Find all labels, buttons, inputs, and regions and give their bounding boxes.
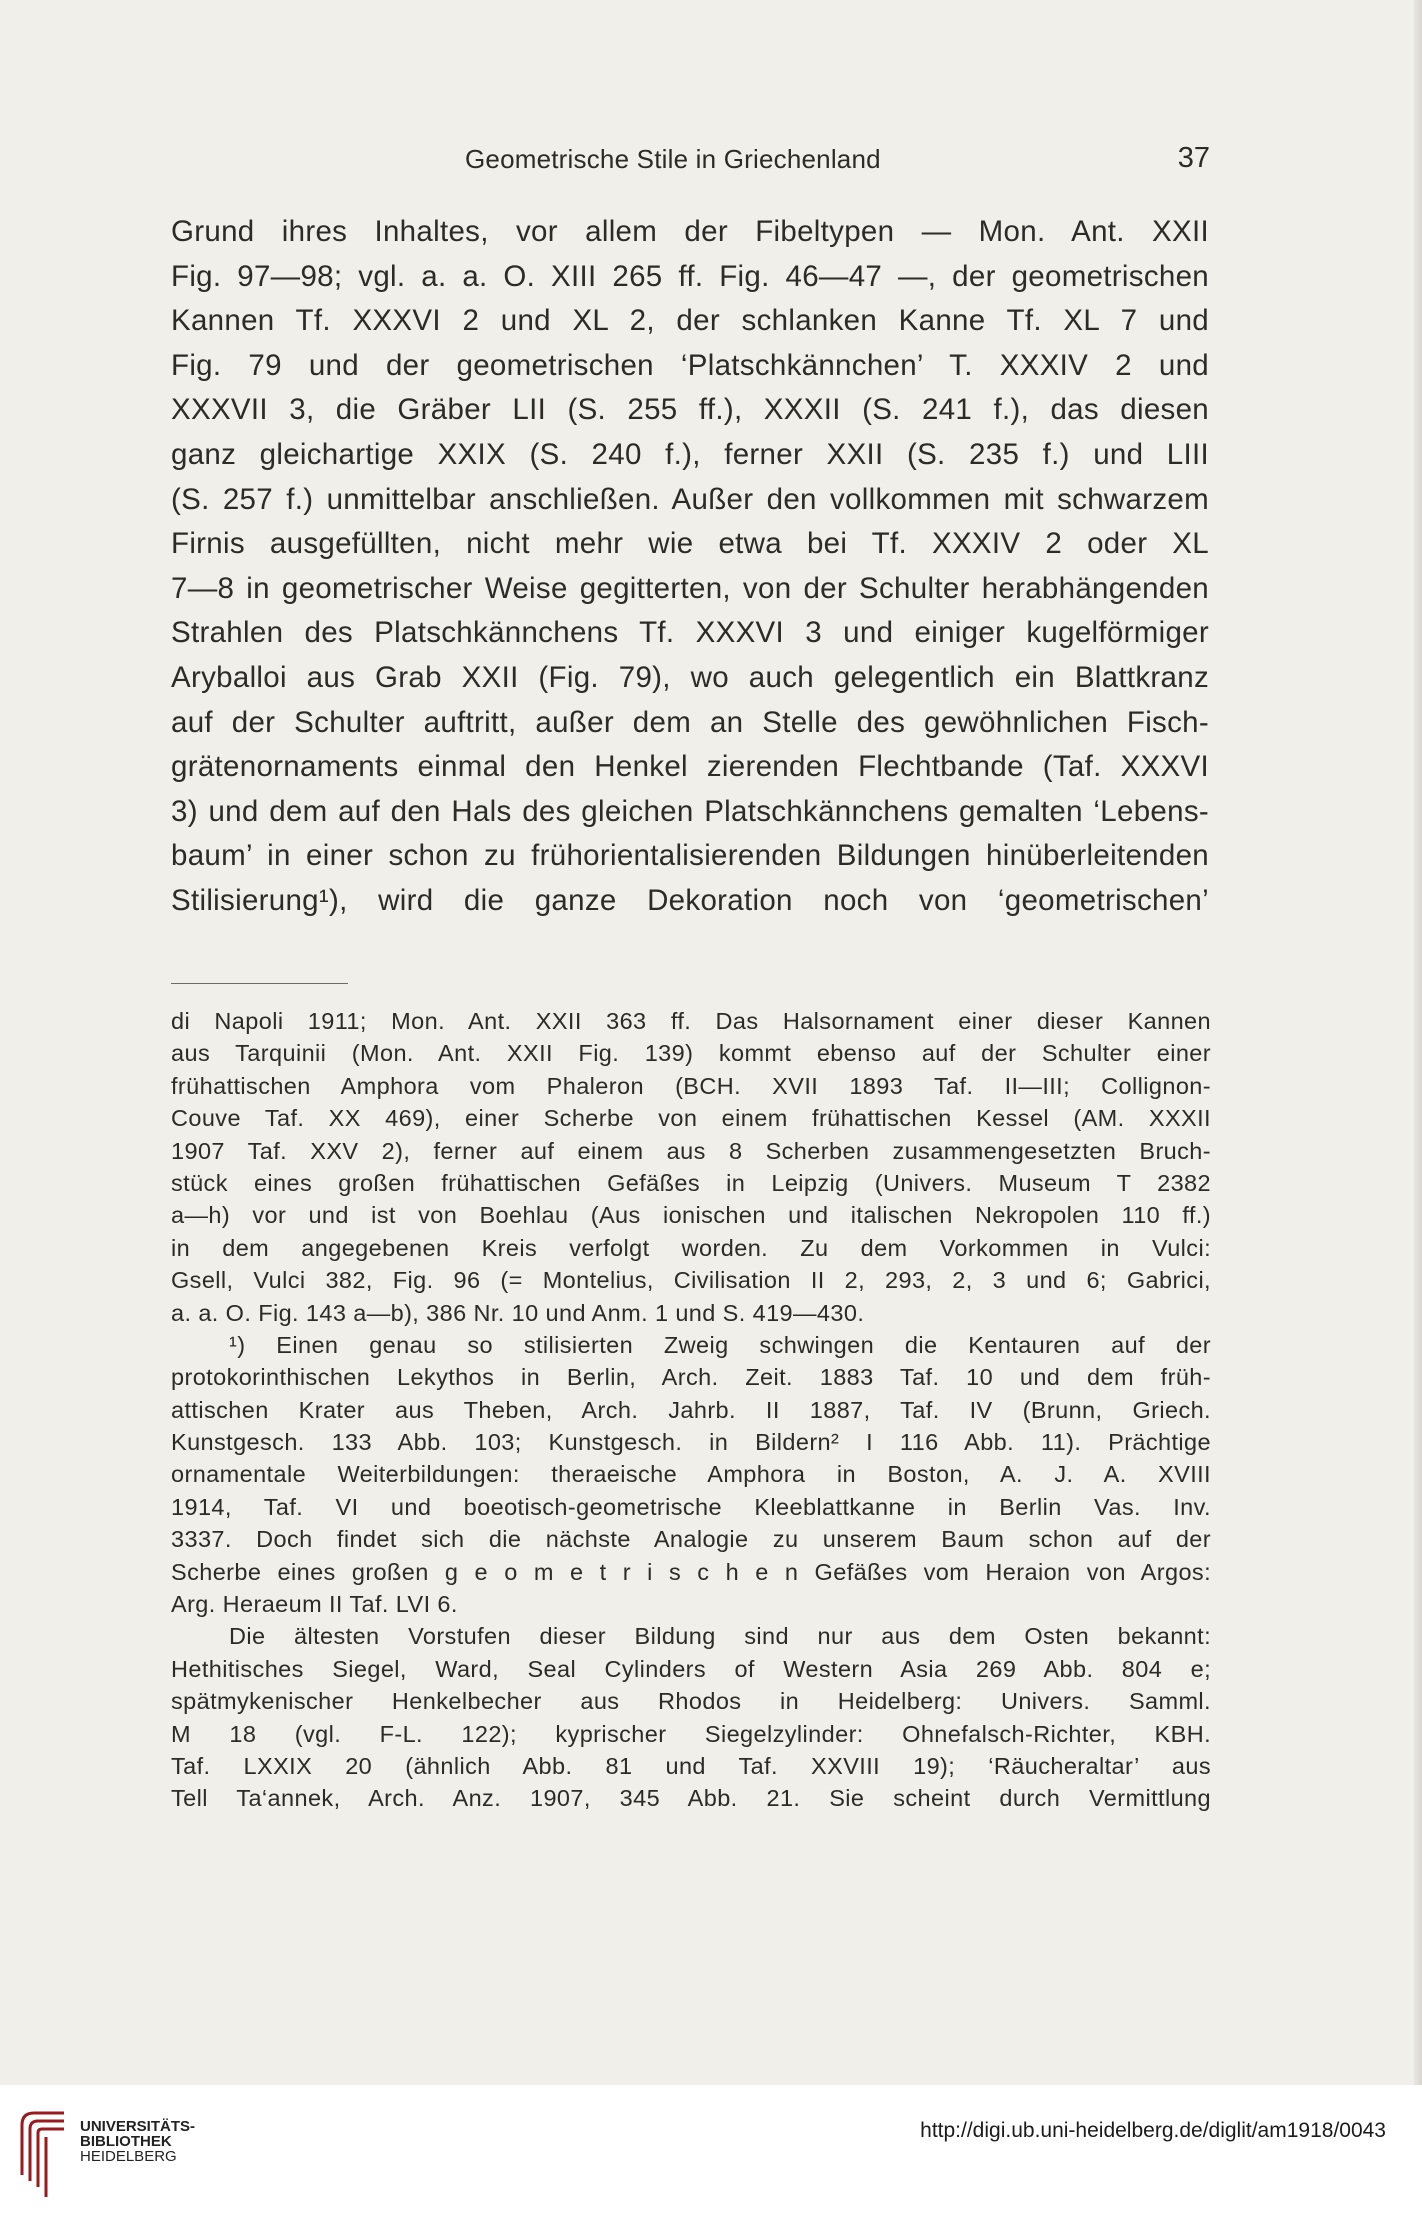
body-line: XXXVII 3, die Gräber LII (S. 255 ff.), XXXII (S. 241 f.), das diesen: [171, 393, 1209, 427]
body-line: 7—8 in geometrischer Weise gegitterten, von der Schulter herabhängenden: [171, 571, 1209, 605]
body-line: Fig. 79 und der geometrischen ‘Platschkännchen’ T. XXXIV 2 und: [171, 348, 1209, 382]
body-line: baum’ in einer schon zu frühorientalisierenden Bildungen hinüberleitenden: [171, 839, 1209, 873]
running-head: Geometrische Stile in Griechenland: [465, 144, 881, 174]
library-name: [80, 2119, 195, 2164]
body-line: ganz gleichartige XXIX (S. 240 f.), ferner XXII (S. 235 f.) und LIII: [171, 437, 1209, 471]
footnote-line: Hethitisches Siegel, Ward, Seal Cylinders of Western Asia 269 Abb. 804 e;: [171, 1655, 1211, 1682]
footnote-separator: [171, 983, 348, 984]
footnote-line: 3337. Doch findet sich die nächste Analogie zu unserem Baum schon auf der: [171, 1526, 1211, 1553]
footnote-line: protokorinthischen Lekythos in Berlin, Arch. Zeit. 1883 Taf. 10 und dem früh-: [171, 1364, 1211, 1391]
body-line: Stilisierung¹), wird die ganze Dekoration noch von ‘geometrischen’: [171, 883, 1209, 917]
library-logo-icon: [14, 2105, 70, 2205]
footnote-line: Gsell, Vulci 382, Fig. 96 (= Montelius, Civilisation II 2, 293, 2, 3 und 6; Gabrici,: [171, 1267, 1211, 1294]
footnote-line: Kunstgesch. 133 Abb. 103; Kunstgesch. in Bildern² I 116 Abb. 11). Prächtige: [171, 1429, 1211, 1456]
footnote-line: Die ältesten Vorstufen dieser Bildung sind nur aus dem Osten bekannt:: [229, 1623, 1211, 1650]
body-line: Firnis ausgefüllten, nicht mehr wie etwa bei Tf. XXXIV 2 oder XL: [171, 527, 1209, 561]
footnote-line: aus Tarquinii (Mon. Ant. XXII Fig. 139) kommt ebenso auf der Schulter einer: [171, 1040, 1211, 1067]
footnote-line: M 18 (vgl. F-L. 122); kyprischer Siegelzylinder: Ohnefalsch-Richter, KBH.: [171, 1720, 1211, 1747]
footnote-line: a. a. O. Fig. 143 a—b), 386 Nr. 10 und Anm. 1 und S. 419—430.: [171, 1299, 865, 1326]
footnote-line: Taf. LXXIX 20 (ähnlich Abb. 81 und Taf. XXVIII 19); ‘Räucheraltar’ aus: [171, 1752, 1211, 1779]
library-name-line: BIBLIOTHEK: [80, 2133, 172, 2150]
footnote-line: 1907 Taf. XXV 2), ferner auf einem aus 8 Scherben zusammengesetzten Bruch-: [171, 1137, 1211, 1164]
body-line: 3) und dem auf den Hals des gleichen Platschkännchens gemalten ‘Lebens-: [171, 794, 1209, 828]
scan-edge-shadow: [1414, 0, 1422, 2228]
body-line: auf der Schulter auftritt, außer dem an Stelle des gewöhnlichen Fisch-: [171, 705, 1209, 739]
footnotes: [171, 1005, 1211, 1815]
footnote-line: in dem angegebenen Kreis verfolgt worden. Zu dem Vorkommen in Vulci:: [171, 1234, 1211, 1261]
page-number: 37: [1177, 142, 1210, 174]
footnote-line: Arg. Heraeum II Taf. LVI 6.: [171, 1591, 458, 1618]
footnote-line: Tell Ta‘annek, Arch. Anz. 1907, 345 Abb. 21. Sie scheint durch Vermittlung: [171, 1785, 1211, 1812]
body-line: Fig. 97—98; vgl. a. a. O. XIII 265 ff. Fig. 46—47 —, der geometrischen: [171, 259, 1209, 293]
permalink-url[interactable]: http://digi.ub.uni-heidelberg.de/diglit/am1918/0043: [920, 2119, 1386, 2142]
footnote-line: ornamentale Weiterbildungen: theraeische Amphora in Boston, A. J. A. XVIII: [171, 1461, 1211, 1488]
library-footer: [0, 2085, 1422, 2228]
footnote-line: spätmykenischer Henkelbecher aus Rhodos in Heidelberg: Univers. Samml.: [171, 1688, 1211, 1715]
page-header: [170, 144, 1210, 184]
body-line: grätenornaments einmal den Henkel zierenden Flechtbande (Taf. XXXVI: [171, 750, 1209, 784]
body-line: Kannen Tf. XXXVI 2 und XL 2, der schlanken Kanne Tf. XL 7 und: [171, 304, 1209, 338]
body-line: (S. 257 f.) unmittelbar anschließen. Außer den vollkommen mit schwarzem: [171, 482, 1209, 516]
footnote-line: frühattischen Amphora vom Phaleron (BCH. XVII 1893 Taf. II—III; Collignon-: [171, 1072, 1211, 1099]
footnote-line: ¹) Einen genau so stilisierten Zweig schwingen die Kentauren auf der: [229, 1331, 1211, 1358]
body-line: Grund ihres Inhaltes, vor allem der Fibeltypen — Mon. Ant. XXII: [171, 215, 1209, 248]
footnote-line: attischen Krater aus Theben, Arch. Jahrb. II 1887, Taf. IV (Brunn, Griech.: [171, 1396, 1211, 1423]
library-name-line: HEIDELBERG: [80, 2148, 177, 2165]
footnote-line: Scherbe eines großen g e o m e t r i s c h e n Gefäßes vom Heraion von Argos:: [171, 1558, 1211, 1585]
main-text: [171, 210, 1209, 924]
body-line: Strahlen des Platschkännchens Tf. XXXVI 3 und einiger kugelförmiger: [171, 616, 1209, 650]
footnote-line: 1914, Taf. VI und boeotisch-geometrische Kleeblattkanne in Berlin Vas. Inv.: [171, 1493, 1211, 1520]
library-name-line: UNIVERSITÄTS-: [80, 2118, 196, 2135]
footnote-line: a—h) vor und ist von Boehlau (Aus ionischen und italischen Nekropolen 110 ff.): [171, 1202, 1211, 1229]
footnote-line: stück eines großen frühattischen Gefäßes in Leipzig (Univers. Museum T 2382: [171, 1169, 1211, 1196]
body-line: Aryballoi aus Grab XXII (Fig. 79), wo auch gelegentlich ein Blattkranz: [171, 660, 1209, 694]
footnote-line: Couve Taf. XX 469), einer Scherbe von einem frühattischen Kessel (AM. XXXII: [171, 1105, 1211, 1132]
footnote-line: di Napoli 1911; Mon. Ant. XXII 363 ff. Das Halsornament einer dieser Kannen: [171, 1008, 1211, 1034]
